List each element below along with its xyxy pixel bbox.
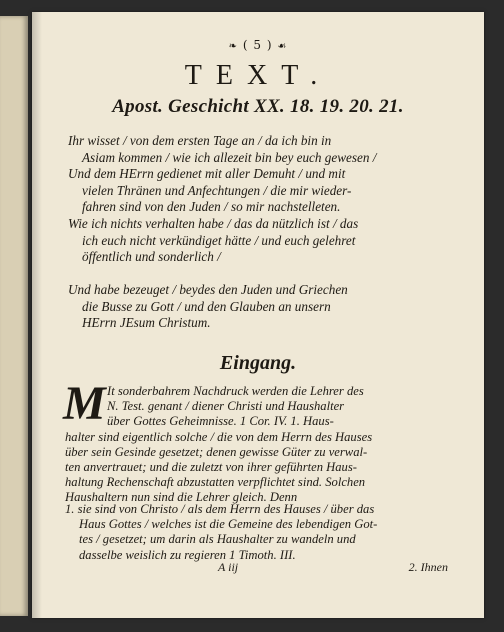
paragraph-line: dasselbe weislich zu regieren 1 Timoth. III. (79, 547, 296, 562)
verse-line: ich euch nicht verkündiget hätte / und euch gelehret (82, 232, 356, 248)
paragraph-line: halter sind eigentlich solche / die von dem Herrn des Hauses (65, 429, 373, 444)
scripture-reference: Apost. Geschicht XX. 18. 19. 20. 21. (112, 96, 404, 117)
printer-signature-mark: A iij (218, 560, 239, 574)
page-number (32, 38, 484, 52)
verse-block-3 (68, 282, 448, 332)
paragraph-line: ten anvertrauet; und die zuletzt von ihrer geführten Haus- (65, 460, 357, 475)
verse-block-2 (68, 216, 448, 266)
page-number-text: ( 5 ) (242, 38, 273, 52)
section-title: Eingang. (219, 352, 297, 374)
verse-line: fahren sind von den Juden / so mir nachstelleten. (82, 199, 341, 214)
paragraph-line: über Gottes Geheimnisse. 1 Cor. IV. 1. Haus- (107, 414, 334, 429)
verse-line: vielen Thränen und Anfechtungen / die mir wieder- (82, 182, 352, 198)
paragraph-line: tes / gesetzet; um darin als Haushalter zu wandeln und (79, 532, 356, 547)
verse-line: HErrn JEsum Christum. (82, 315, 211, 330)
verse-line: Und habe bezeuget / beydes den Juden und Griechen (68, 282, 348, 297)
verse-line: Wie ich nichts verhalten habe / das da nützlich ist / das (68, 216, 359, 231)
facing-page-edge (0, 16, 28, 616)
paragraph-line: 1. sie sind von Christo / als dem Herrn des Hauses / über das (65, 502, 375, 516)
drop-cap: M (63, 377, 106, 430)
catchword: 2. Ihnen (408, 560, 448, 574)
verse-line: Und dem HErrn gedienet mit aller Demuht / und mit (68, 166, 346, 181)
point-one-paragraph (65, 502, 449, 563)
book-page (32, 12, 484, 618)
page-heading: TEXT. (184, 60, 332, 91)
paragraph-line: haltung Rechenschaft abzustatten verpflichtet sind. Solchen (65, 475, 366, 490)
ornament-right-icon: ☙ (277, 41, 288, 52)
paragraph-line: Haushaltern nun sind die Lehrer gleich. Denn (65, 490, 298, 505)
verse-line: öffentlich und sonderlich / (82, 249, 221, 264)
verse-block-1 (68, 133, 448, 216)
verse-line: die Busse zu Gott / und den Glauben an unsern (82, 298, 331, 314)
verse-line: Ihr wisset / von dem ersten Tage an / da ich bin in (68, 133, 332, 148)
paragraph-line: N. Test. genant / diener Christi und Haushalter (107, 399, 345, 414)
paragraph-line: It sonderbahrem Nachdruck werden die Lehrer des (107, 384, 364, 398)
paragraph-line: über sein Gesinde gesetzet; denen gewisse Güter zu verwal- (65, 444, 368, 459)
ornament-left-icon: ❧ (228, 41, 239, 52)
verse-line: Asiam kommen / wie ich allezeit bin bey euch gewesen / (82, 149, 377, 165)
intro-paragraph (63, 377, 449, 506)
paragraph-line: Haus Gottes / welches ist die Gemeine des lebendigen Got- (79, 517, 378, 532)
